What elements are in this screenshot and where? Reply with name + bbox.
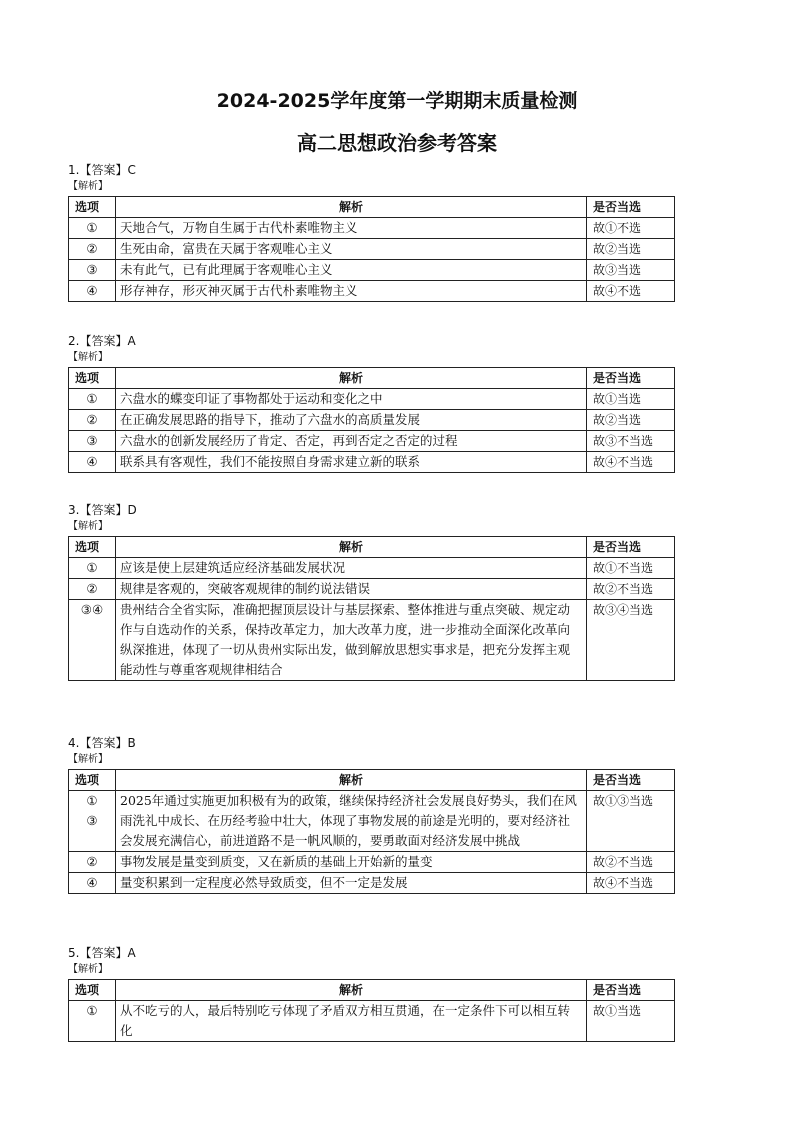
table-row [69,600,675,681]
analysis-cell: 从不吃亏的人，最后特别吃亏体现了矛盾双方相互贯通，在一定条件下可以相互转化 [116,1001,587,1042]
verdict-cell: 故②不当选 [587,852,675,873]
table-row [69,791,675,852]
verdict-cell: 故①③当选 [587,791,675,852]
question-2 [68,333,674,473]
analysis-label: 【解析】 [68,964,108,975]
table-row [69,281,675,302]
page-subtitle: 高二思想政治参考答案 [297,131,497,155]
table-row [69,389,675,410]
analysis-cell: 在正确发展思路的指导下，推动了六盘水的高质量发展 [116,410,587,431]
table-header-row [69,980,675,1001]
answer-label: 3.【答案】D [68,503,137,517]
verdict-cell: 故②当选 [587,239,675,260]
answer-label: 4.【答案】B [68,736,136,750]
option-cell: ④ [69,281,116,302]
header-verdict: 是否当选 [587,980,675,1001]
option-cell: ③ [69,260,116,281]
header-verdict: 是否当选 [587,537,675,558]
table-header-row [69,197,675,218]
option-cell: ② [69,852,116,873]
verdict-cell: 故①不选 [587,218,675,239]
answer-label: 1.【答案】C [68,163,136,177]
analysis-cell: 应该是使上层建筑适应经济基础发展状况 [116,558,587,579]
table-row [69,410,675,431]
option-cell: ① [69,558,116,579]
option-cell: ③ [69,431,116,452]
table-row [69,431,675,452]
option-cell: ② [69,239,116,260]
verdict-cell: 故①当选 [587,1001,675,1042]
answer-label: 2.【答案】A [68,334,136,348]
option-cell: ④ [69,452,116,473]
answer-table [68,196,675,302]
table-row [69,873,675,894]
analysis-cell: 联系具有客观性，我们不能按照自身需求建立新的联系 [116,452,587,473]
question-3 [68,502,674,681]
verdict-cell: 故①不当选 [587,558,675,579]
answer-table [68,979,675,1042]
verdict-cell: 故③④当选 [587,600,675,681]
analysis-label: 【解析】 [68,521,108,532]
option-cell: ② [69,579,116,600]
option-cell: ④ [69,873,116,894]
analysis-cell: 六盘水的蝶变印证了事物都处于运动和变化之中 [116,389,587,410]
question-5 [68,945,674,1042]
header-verdict: 是否当选 [587,368,675,389]
header-verdict: 是否当选 [587,770,675,791]
header-option: 选项 [69,770,116,791]
header-analysis: 解析 [116,537,587,558]
analysis-cell: 事物发展是量变到质变，又在新质的基础上开始新的量变 [116,852,587,873]
table-row [69,239,675,260]
header-option: 选项 [69,537,116,558]
analysis-cell: 2025年通过实施更加积极有为的政策，继续保持经济社会发展良好势头，我们在风雨洗礼中成长、在历经考验中壮大，体现了事物发展的前途是光明的，要对经济社会发展充满信心，前进道路不是一帆风顺的，要勇敢面对经济发展中挑战 [116,791,587,852]
analysis-cell: 贵州结合全省实际，准确把握顶层设计与基层探索、整体推进与重点突破、规定动作与自选动作的关系，保持改革定力，加大改革力度，进一步推动全面深化改革向纵深推进，体现了一切从贵州实际出发，做到解放思想实事求是，把充分发挥主观能动性与尊重客观规律相结合 [116,600,587,681]
option-cell: ① [69,389,116,410]
answer-table [68,769,675,894]
option-cell: ③④ [69,600,116,681]
analysis-cell: 未有此气，已有此理属于客观唯心主义 [116,260,587,281]
table-header-row [69,537,675,558]
header-analysis: 解析 [116,197,587,218]
analysis-cell: 六盘水的创新发展经历了肯定、否定，再到否定之否定的过程 [116,431,587,452]
analysis-cell: 量变积累到一定程度必然导致质变，但不一定是发展 [116,873,587,894]
verdict-cell: 故③当选 [587,260,675,281]
verdict-cell: 故④不当选 [587,452,675,473]
analysis-label: 【解析】 [68,352,108,363]
header-option: 选项 [69,197,116,218]
question-4 [68,735,674,894]
verdict-cell: 故④不选 [587,281,675,302]
option-cell: ① [69,218,116,239]
option-cell: ② [69,410,116,431]
header-option: 选项 [69,980,116,1001]
verdict-cell: 故②不当选 [587,579,675,600]
verdict-cell: 故④不当选 [587,873,675,894]
analysis-label: 【解析】 [68,754,108,765]
question-1 [68,162,674,302]
table-row [69,260,675,281]
verdict-cell: 故①当选 [587,389,675,410]
table-row [69,558,675,579]
header-analysis: 解析 [116,770,587,791]
verdict-cell: 故③不当选 [587,431,675,452]
answer-table [68,536,675,681]
page-title: 2024-2025学年度第一学期期末质量检测 [216,90,578,112]
verdict-cell: 故②当选 [587,410,675,431]
analysis-cell: 天地合气，万物自生属于古代朴素唯物主义 [116,218,587,239]
table-header-row [69,770,675,791]
table-row [69,452,675,473]
table-row [69,579,675,600]
header-option: 选项 [69,368,116,389]
answer-table [68,367,675,473]
analysis-cell: 生死由命，富贵在天属于客观唯心主义 [116,239,587,260]
option-cell: ① ③ [69,791,116,852]
analysis-cell: 形存神存，形灭神灭属于古代朴素唯物主义 [116,281,587,302]
table-row [69,218,675,239]
analysis-label: 【解析】 [68,181,108,192]
header-analysis: 解析 [116,368,587,389]
table-row [69,852,675,873]
header-analysis: 解析 [116,980,587,1001]
analysis-cell: 规律是客观的，突破客观规律的制约说法错误 [116,579,587,600]
table-header-row [69,368,675,389]
answer-label: 5.【答案】A [68,946,136,960]
table-row [69,1001,675,1042]
header-verdict: 是否当选 [587,197,675,218]
option-cell: ① [69,1001,116,1042]
